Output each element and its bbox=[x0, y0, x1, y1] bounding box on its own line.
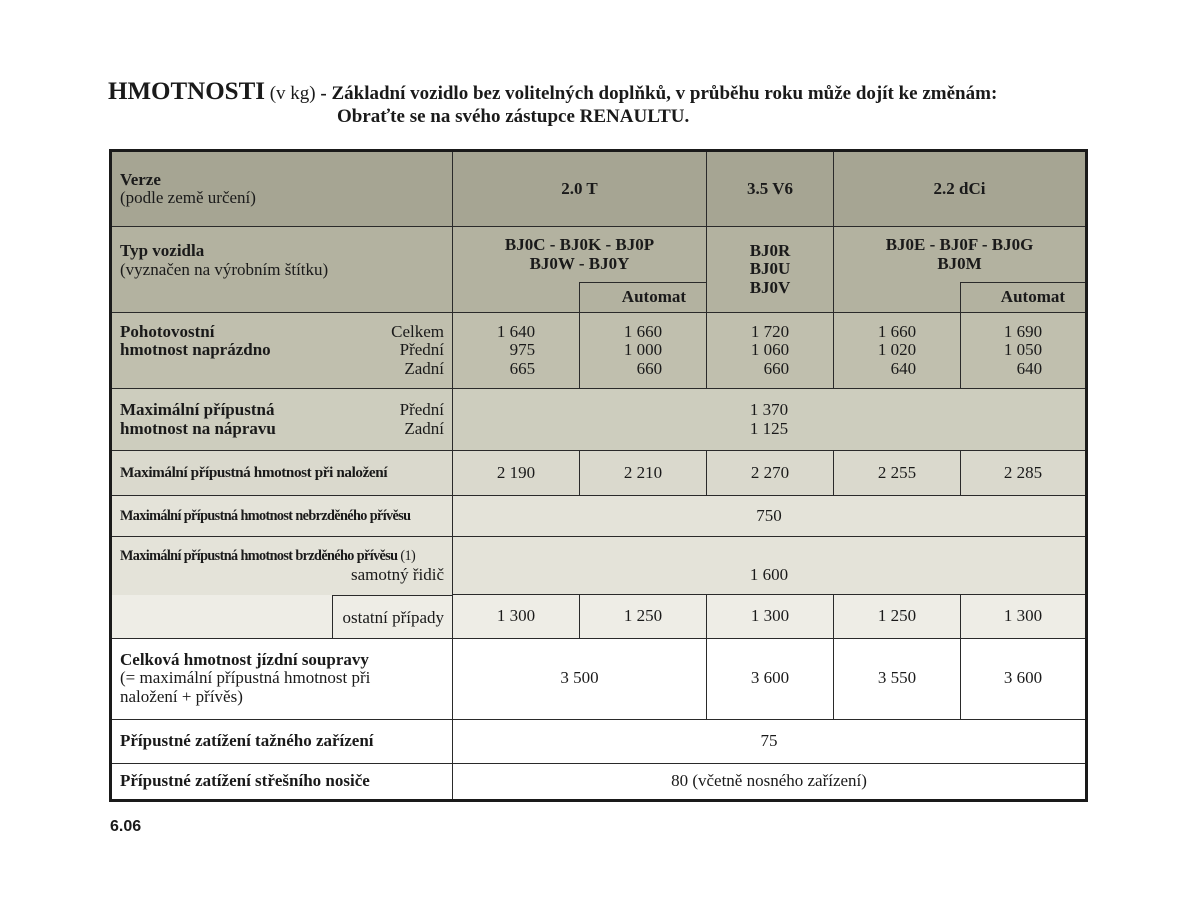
gvw-value: 2 270 bbox=[707, 451, 834, 496]
kerb-value: 1 720 bbox=[750, 321, 790, 341]
braked-other-value: 1 250 bbox=[580, 595, 707, 639]
braked-row-other bbox=[111, 595, 1087, 639]
heading-title: HMOTNOSTI bbox=[108, 78, 265, 105]
types-35v6 bbox=[707, 227, 834, 313]
gcw-label: Celková hmotnost jízdní soupravy bbox=[120, 649, 369, 669]
braked-driver-value: 1 600 bbox=[453, 537, 1087, 595]
kerb-value: 975 bbox=[509, 340, 536, 360]
heading-unit: (v kg) bbox=[269, 83, 316, 104]
kerb-value: 640 bbox=[890, 358, 917, 378]
empty-cell bbox=[834, 283, 961, 313]
kerb-value: 1 660 bbox=[623, 321, 663, 341]
roof-label: Přípustné zatížení střešního nosiče bbox=[111, 763, 453, 800]
braked-label-cell bbox=[111, 537, 453, 595]
version-20t: 2.0 T bbox=[453, 151, 707, 227]
braked-row-driver bbox=[111, 537, 1087, 595]
type-sub: (vyznačen na výrobním štítku) bbox=[120, 259, 329, 279]
types-22dci-line1: BJ0E - BJ0F - BJ0G bbox=[885, 235, 1034, 254]
braked-other-value: 1 300 bbox=[453, 595, 580, 639]
gcw-value: 3 600 bbox=[707, 638, 834, 719]
version-header-cell bbox=[111, 151, 453, 227]
axle-rear-value: 1 125 bbox=[749, 418, 789, 438]
roof-value: 80 (včetně nosného zařízení) bbox=[453, 763, 1087, 800]
braked-other-value: 1 300 bbox=[707, 595, 834, 639]
kerb-col-2 bbox=[580, 313, 707, 389]
gcw-value: 3 550 bbox=[834, 638, 961, 719]
types-35v6-line2: BJ0U bbox=[749, 259, 791, 279]
kerb-sub-rear: Zadní bbox=[404, 358, 444, 378]
gvw-row bbox=[111, 451, 1087, 496]
braked-label-line bbox=[120, 547, 444, 566]
braked-other-value: 1 250 bbox=[834, 595, 961, 639]
types-22dci-line2: BJ0M bbox=[937, 253, 982, 273]
page-heading bbox=[108, 78, 1108, 128]
gcw-value: 3 600 bbox=[961, 638, 1087, 719]
types-22dci bbox=[834, 227, 1087, 283]
kerb-label-2: hmotnost naprázdno bbox=[120, 340, 271, 360]
unbraked-label: Maximální přípustná hmotnost nebrzděného přívěsu bbox=[111, 496, 453, 537]
gvw-value: 2 255 bbox=[834, 451, 961, 496]
braked-note: (1) bbox=[400, 548, 416, 565]
mass-table bbox=[109, 149, 1088, 802]
kerb-value: 1 000 bbox=[623, 340, 663, 360]
kerb-row bbox=[111, 313, 1087, 389]
axle-sub-front: Přední bbox=[399, 400, 444, 419]
kerb-value: 1 060 bbox=[750, 340, 790, 360]
automat-22dci: Automat bbox=[961, 283, 1087, 313]
axle-front-value: 1 370 bbox=[749, 400, 789, 419]
version-sub: (podle země určení) bbox=[120, 188, 256, 207]
heading-text: - Základní vozidlo bez volitelných doplňků, v průběhu roku může dojít ke změnám: bbox=[320, 83, 998, 104]
version-22dci: 2.2 dCi bbox=[834, 151, 1087, 227]
kerb-value: 1 640 bbox=[496, 321, 536, 341]
axle-values bbox=[453, 389, 1087, 451]
axle-label-1: Maximální přípustná bbox=[120, 400, 275, 419]
kerb-sub-total: Celkem bbox=[391, 321, 444, 341]
axle-label-2: hmotnost na nápravu bbox=[120, 418, 276, 438]
gvw-label: Maximální přípustná hmotnost při naložení bbox=[111, 451, 453, 496]
braked-sub-driver: samotný řidič bbox=[350, 564, 444, 584]
types-20t-line2: BJ0W - BJ0Y bbox=[529, 253, 630, 273]
kerb-value: 640 bbox=[1016, 358, 1043, 378]
gcw-label-cell bbox=[111, 638, 453, 719]
towbar-label: Přípustné zatížení tažného zařízení bbox=[111, 719, 453, 763]
braked-other-value: 1 300 bbox=[961, 595, 1087, 639]
unbraked-value: 750 bbox=[453, 496, 1087, 537]
type-label: Typ vozidla bbox=[120, 241, 205, 260]
types-35v6-line3: BJ0V bbox=[749, 277, 791, 297]
kerb-col-3 bbox=[707, 313, 834, 389]
kerb-label-cell bbox=[111, 313, 453, 389]
towbar-row bbox=[111, 719, 1087, 763]
kerb-value: 1 660 bbox=[877, 321, 917, 341]
gvw-value: 2 210 bbox=[580, 451, 707, 496]
version-35v6: 3.5 V6 bbox=[707, 151, 834, 227]
kerb-value: 660 bbox=[636, 358, 663, 378]
axle-sub-rear: Zadní bbox=[404, 418, 444, 438]
roof-row bbox=[111, 763, 1087, 800]
kerb-value: 1 020 bbox=[877, 340, 917, 360]
kerb-value: 1 050 bbox=[1003, 340, 1043, 360]
kerb-col-1 bbox=[453, 313, 580, 389]
kerb-value: 665 bbox=[509, 358, 536, 378]
type-row bbox=[111, 227, 1087, 283]
kerb-label-1: Pohotovostní bbox=[120, 321, 215, 341]
types-35v6-line1: BJ0R bbox=[749, 240, 791, 260]
version-row bbox=[111, 151, 1087, 227]
gcw-sub: (= maximální přípustná hmotnost při naložení + přívěs) bbox=[120, 668, 371, 706]
page-number: 6.06 bbox=[110, 818, 142, 835]
automat-20t: Automat bbox=[580, 283, 707, 313]
kerb-value: 660 bbox=[763, 358, 790, 378]
braked-label: Maximální přípustná hmotnost brzděného přívěsu bbox=[120, 548, 398, 565]
gvw-value: 2 190 bbox=[453, 451, 580, 496]
version-label: Verze bbox=[120, 169, 161, 189]
empty-cell bbox=[453, 283, 580, 313]
kerb-col-5 bbox=[961, 313, 1087, 389]
unbraked-row bbox=[111, 496, 1087, 537]
type-header-cell bbox=[111, 227, 453, 313]
heading-line-1 bbox=[108, 78, 1108, 106]
types-20t bbox=[453, 227, 707, 283]
gcw-value: 3 500 bbox=[453, 638, 707, 719]
braked-sub-other: ostatní případy bbox=[332, 595, 452, 638]
gcw-row bbox=[111, 638, 1087, 719]
towbar-value: 75 bbox=[453, 719, 1087, 763]
kerb-value: 1 690 bbox=[1003, 321, 1043, 341]
kerb-sub-front: Přední bbox=[399, 340, 444, 360]
kerb-col-4 bbox=[834, 313, 961, 389]
heading-line-2: Obraťte se na svého zástupce RENAULTU. bbox=[337, 106, 690, 127]
braked-other-cell bbox=[111, 595, 453, 639]
axle-row bbox=[111, 389, 1087, 451]
types-20t-line1: BJ0C - BJ0K - BJ0P bbox=[504, 235, 655, 254]
axle-label-cell bbox=[111, 389, 453, 451]
gvw-value: 2 285 bbox=[961, 451, 1087, 496]
